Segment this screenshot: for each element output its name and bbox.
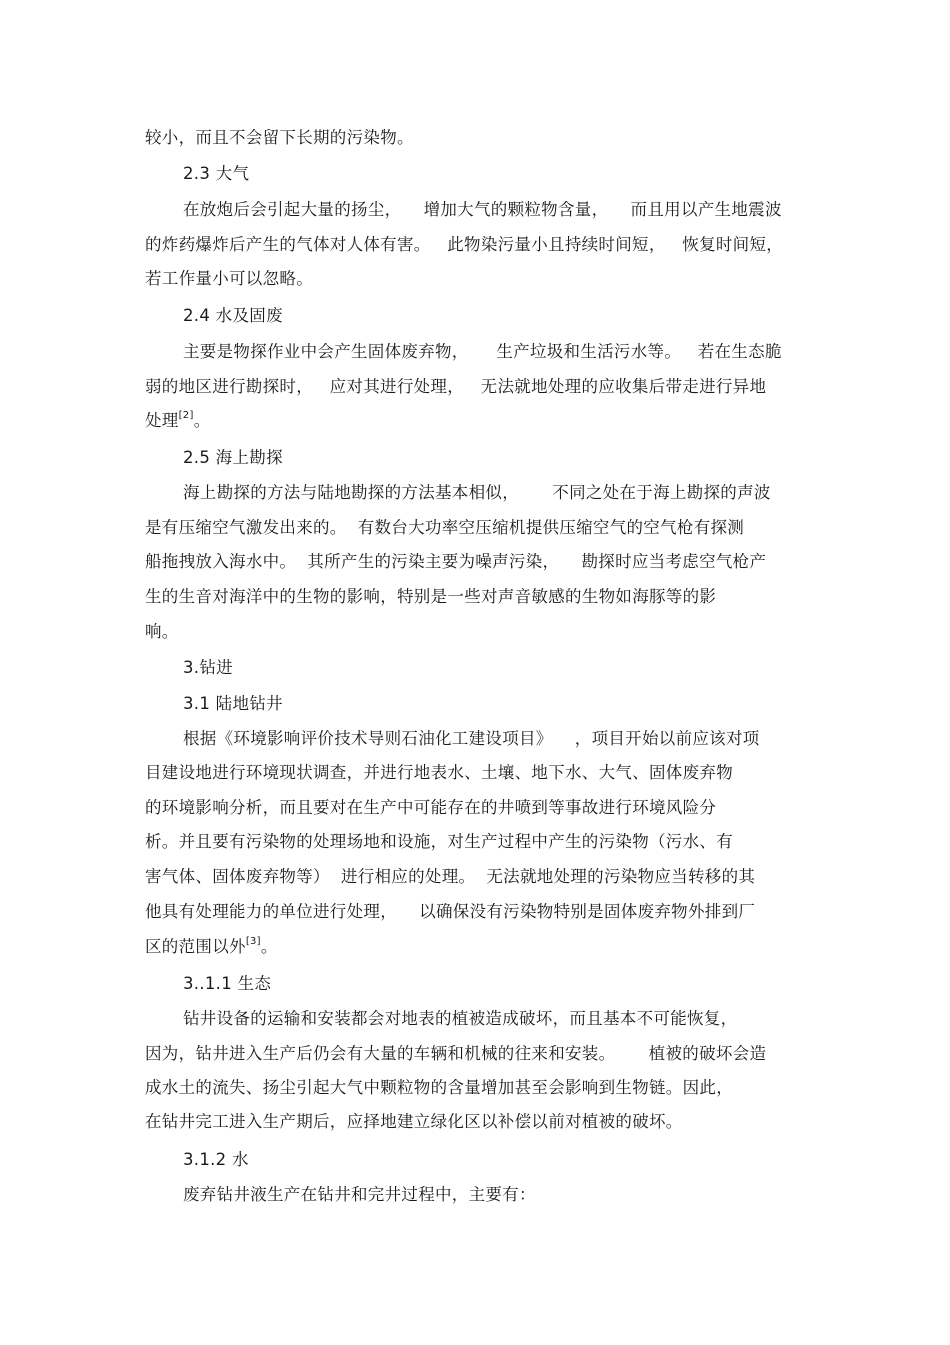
paragraph-line: 海上勘探的方法与陆地勘探的方法基本相似， 不同之处在于海上勘探的声波 <box>183 483 771 502</box>
section-heading-3-1-2: 3.1.2 水 <box>183 1150 249 1169</box>
paragraph-line: 根据《环境影响评价技术导则石油化工建设项目》 ，项目开始以前应该对项 <box>183 729 760 748</box>
section-heading-2-5: 2.5 海上勘探 <box>183 448 283 467</box>
paragraph-line: 的炸药爆炸后产生的气体对人体有害。 此物染污量小且持续时间短， 恢复时间短， <box>145 235 784 254</box>
citation-text: 区的范围以外 <box>145 937 246 956</box>
citation-ref-2: [2] <box>178 409 194 421</box>
paragraph-line: 弱的地区进行勘探时， 应对其进行处理， 无法就地处理的应收集后带走进行异地 <box>145 377 767 396</box>
citation-text: 处理 <box>145 411 179 430</box>
paragraph-line: 目建设地进行环境现状调查，并进行地表水、土壤、地下水、大气、固体废弃物 <box>145 763 733 782</box>
section-heading-2-3: 2.3 大气 <box>183 164 250 183</box>
paragraph-line: 钻井设备的运输和安装都会对地表的植被造成破坏，而且基本不可能恢复， <box>183 1009 738 1028</box>
paragraph-line-with-citation <box>145 410 211 432</box>
paragraph-line: 害气体、固体废弃物等） 进行相应的处理。 无法就地处理的污染物应当转移的其 <box>145 867 756 886</box>
paragraph-line: 废弃钻井液生产在钻井和完井过程中，主要有： <box>183 1185 536 1204</box>
paragraph-line-with-citation <box>145 936 278 958</box>
citation-ref-3: [3] <box>245 935 261 947</box>
section-heading-3: 3.钻进 <box>183 658 233 677</box>
paragraph-line: 主要是物探作业中会产生固体废弃物， 生产垃圾和生活污水等。 若在生态脆 <box>183 342 782 361</box>
period: 。 <box>193 411 211 430</box>
section-heading-3-1: 3.1 陆地钻井 <box>183 694 283 713</box>
paragraph-line: 在放炮后会引起大量的扬尘， 增加大气的颗粒物含量， 而且用以产生地震波 <box>183 200 782 219</box>
paragraph-line: 析。并且要有污染物的处理场地和设施，对生产过程中产生的污染物（污水、有 <box>145 832 733 851</box>
section-heading-3-1-1: 3..1.1 生态 <box>183 974 272 993</box>
paragraph-line: 的环境影响分析，而且要对在生产中可能存在的井喷到等事故进行环境风险分 <box>145 798 717 817</box>
paragraph-line: 在钻井完工进入生产期后，应择地建立绿化区以补偿以前对植被的破坏。 <box>145 1112 683 1131</box>
paragraph-line: 他具有处理能力的单位进行处理， 以确保没有污染物特别是固体废弃物外排到厂 <box>145 902 756 921</box>
paragraph-line: 因为，钻井进入生产后仍会有大量的车辆和机械的往来和安装。 植被的破坏会造 <box>145 1044 767 1063</box>
paragraph-line: 响。 <box>145 622 179 641</box>
paragraph-line: 较小，而且不会留下长期的污染物。 <box>145 128 414 147</box>
paragraph-line: 船拖拽放入海水中。 其所产生的污染主要为噪声污染， 勘探时应当考虑空气枪产 <box>145 552 767 571</box>
paragraph-line: 成水土的流失、扬尘引起大气中颗粒物的含量增加甚至会影响到生物链。因此， <box>145 1078 733 1097</box>
section-heading-2-4: 2.4 水及固废 <box>183 306 283 325</box>
paragraph-line: 是有压缩空气激发出来的。 有数台大功率空压缩机提供压缩空气的空气枪有探测 <box>145 518 745 537</box>
period: 。 <box>260 937 278 956</box>
paragraph-line: 生的生音对海洋中的生物的影响，特别是一些对声音敏感的生物如海豚等的影 <box>145 587 717 606</box>
paragraph-line: 若工作量小可以忽略。 <box>145 269 313 288</box>
